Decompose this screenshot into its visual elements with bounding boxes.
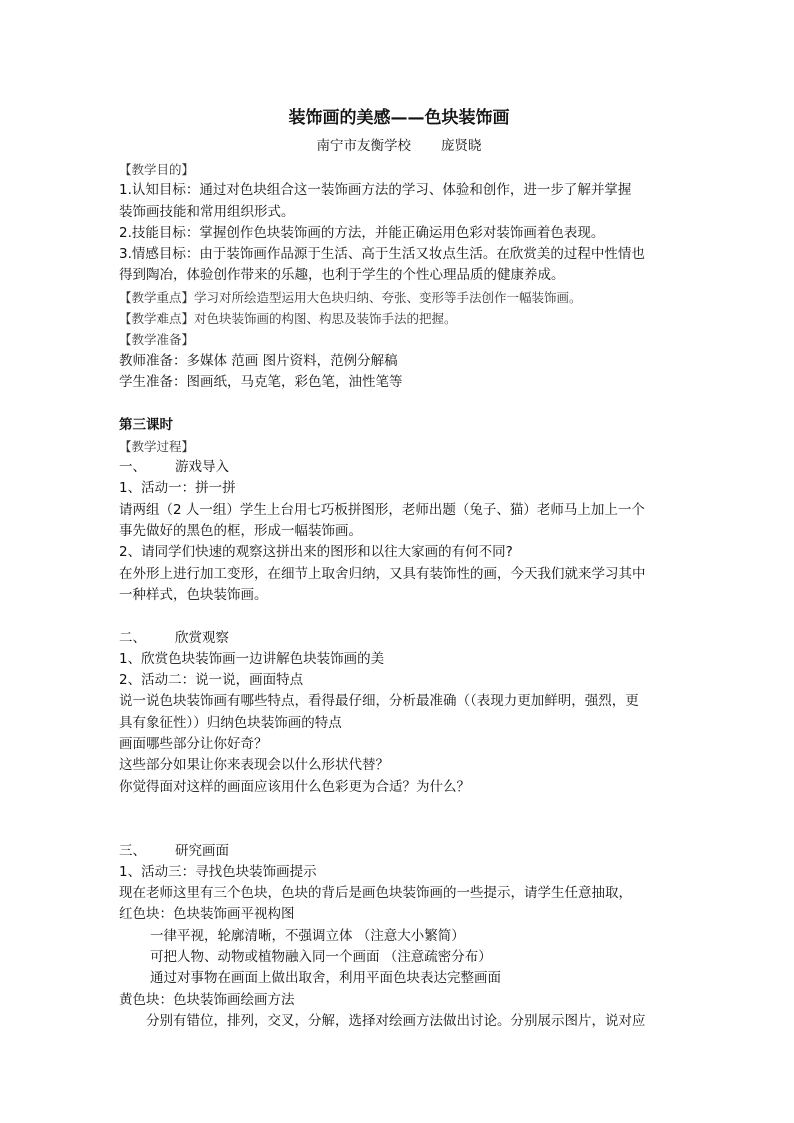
student-prep: 学生准备：图画纸，马克笔，彩色笔，油性笔等 bbox=[119, 373, 403, 390]
activity-1: 1、活动一：拼一拼 bbox=[119, 480, 236, 497]
section-3-heading bbox=[119, 841, 679, 862]
section-3-text: 现在老师这里有三个色块，色块的背后是画色块装饰画的一些提示，请学生任意抽取， bbox=[119, 885, 632, 902]
spacer bbox=[119, 606, 679, 627]
section-2-heading bbox=[119, 628, 679, 649]
section-1-text-line-1: 在外形上进行加工变形，在细节上取舍归纳，又具有装饰性的画，今天我们就来学习其中 bbox=[119, 565, 646, 582]
section-2-item-2: 2、活动二：说一说，画面特点 bbox=[119, 672, 304, 689]
yellow-block-point-1: 分别有错位，排列，交叉，分解，选择对绘画方法做出讨论。分别展示图片，说对应 bbox=[146, 1012, 646, 1029]
activity-3: 1、活动三：寻找色块装饰画提示 bbox=[119, 863, 317, 880]
section-1-text-line-2: 一种样式，色块装饰画。 bbox=[119, 586, 268, 603]
section-3-number: 三、 bbox=[119, 842, 146, 859]
section-1-heading bbox=[119, 457, 679, 478]
spacer bbox=[119, 798, 679, 841]
yellow-block-label: 黄色块：色块装饰画绘画方法 bbox=[119, 991, 295, 1008]
section-3-title: 研究画面 bbox=[175, 842, 229, 859]
red-block-label: 红色块：色块装饰画平视构图 bbox=[119, 906, 295, 923]
section-2-question-2: 这些部分如果让你来表现会以什么形状代替？ bbox=[119, 757, 389, 774]
section-2-title: 欣赏观察 bbox=[175, 629, 229, 646]
section-1-title: 游戏导入 bbox=[175, 459, 229, 476]
school-name: 南宁市友衡学校 bbox=[316, 138, 411, 154]
objective-1-line-2: 装饰画技能和常用组织形式。 bbox=[119, 203, 295, 220]
objective-2: 2.技能目标：掌握创作色块装饰画的方法，并能正确运用色彩对装饰画着色表现。 bbox=[119, 224, 605, 241]
question-2: 2、请同学们快速的观察这拼出来的图形和以往大家画的有何不同? bbox=[119, 544, 513, 561]
document-body bbox=[119, 159, 679, 1032]
red-block-point-3: 通过对事物在画面上做出取舍，利用平面色块表达完整画面 bbox=[150, 970, 501, 987]
activity-1-text-line-2: 事先做好的黑色的框，形成一幅装饰画。 bbox=[119, 523, 362, 540]
section-2-number: 二、 bbox=[119, 629, 146, 646]
spacer bbox=[119, 393, 679, 414]
section-2-text-line-2: 具有象征性））归纳色块装饰画的特点 bbox=[119, 714, 342, 731]
section-2-question-3: 你觉得面对这样的画面应该用什么色彩更为合适？为什么？ bbox=[119, 778, 470, 795]
section-2-item-1: 1、欣赏色块装饰画一边讲解色块装饰画的美 bbox=[119, 650, 385, 667]
section-1-number: 一、 bbox=[119, 459, 146, 476]
objective-1-line-1: 1.认知目标：通过对色块组合这一装饰画方法的学习、体验和创作，进一步了解并掌握 bbox=[119, 182, 632, 199]
teacher-prep: 教师准备：多媒体 范画 图片资料，范例分解稿 bbox=[119, 352, 398, 369]
red-block-point-1: 一律平视，轮廓清晰，不强调立体 （注意大小繁简） bbox=[150, 927, 465, 944]
author-line bbox=[119, 136, 679, 156]
document-title: 装饰画的美感——色块装饰画 bbox=[288, 108, 510, 128]
lesson-heading: 第三课时 bbox=[119, 416, 173, 433]
author-name: 庞贤晓 bbox=[441, 138, 482, 154]
key-point: 【教学重点】学习对所绘造型运用大色块归纳、夸张、变形等手法创作一幅装饰画。 bbox=[119, 289, 582, 305]
objective-3-line-2: 得到陶冶，体验创作带来的乐趣，也利于学生的个性心理品质的健康养成。 bbox=[119, 267, 565, 284]
objectives-heading: 【教学目的】 bbox=[119, 162, 195, 177]
process-heading: 【教学过程】 bbox=[119, 438, 195, 454]
prep-heading: 【教学准备】 bbox=[119, 332, 195, 348]
activity-1-text-line-1: 请两组（2 人一组）学生上台用七巧板拼图形，老师出题（兔子、猫）老师马上加上一个 bbox=[119, 501, 645, 518]
objective-3-line-1: 3.情感目标：由于装饰画作品源于生活、高于生活又妆点生活。在欣赏美的过程中性情也 bbox=[119, 246, 645, 263]
difficulty-point: 【教学难点】对色块装饰画的构图、构思及装饰手法的把握。 bbox=[119, 311, 457, 327]
section-2-question-1: 画面哪些部分让你好奇？ bbox=[119, 736, 268, 753]
section-2-text-line-1: 说一说色块装饰画有哪些特点，看得最仔细，分析最准确（（表现力更加鲜明，强烈，更 bbox=[119, 693, 639, 710]
red-block-point-2: 可把人物、动物或植物融入同一个画面 （注意疏密分布） bbox=[150, 948, 492, 965]
